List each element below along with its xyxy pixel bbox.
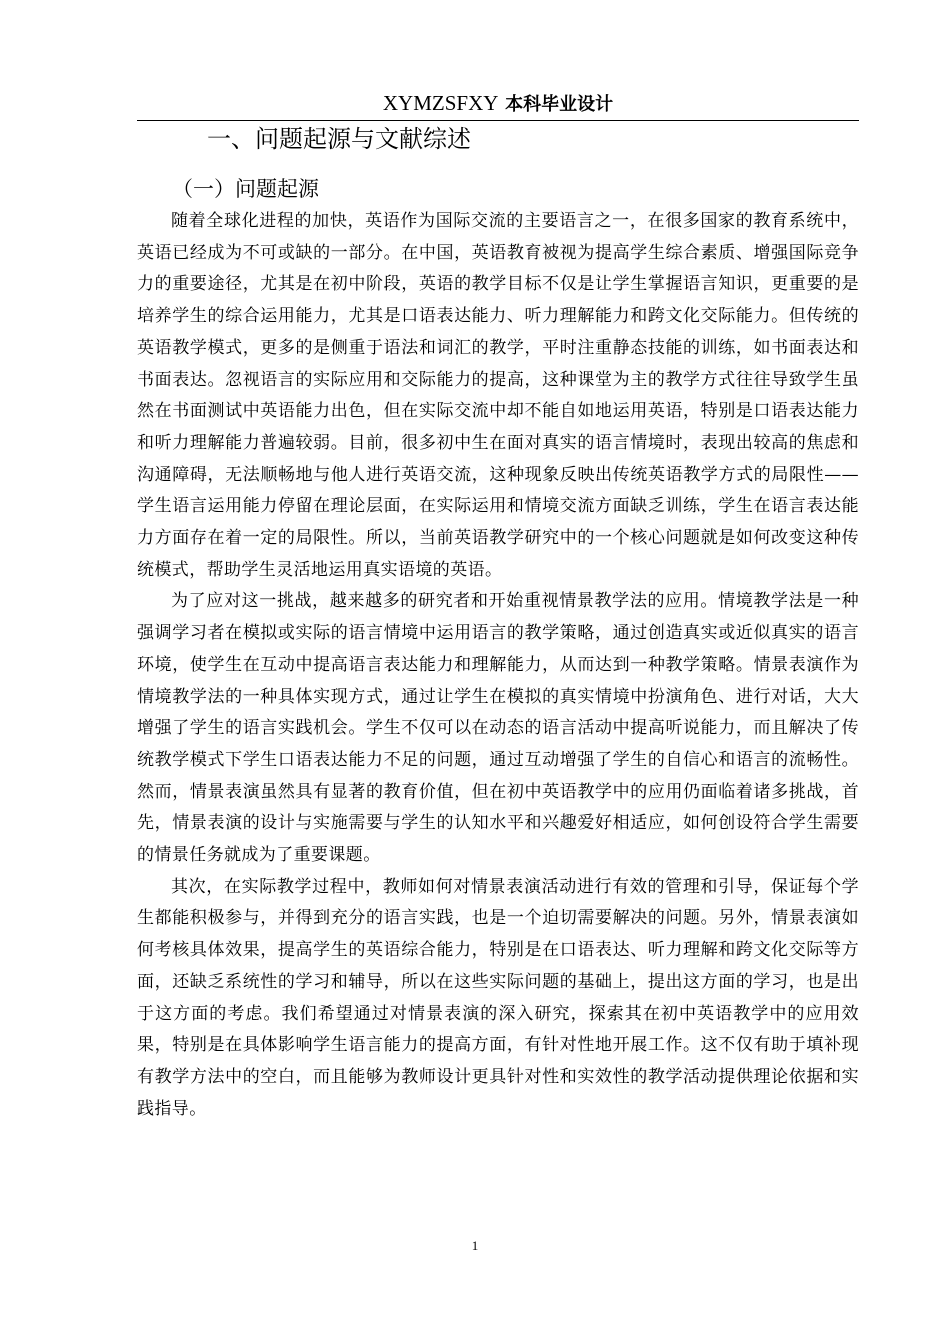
- body-text: [137, 206, 859, 1125]
- paragraph: 其次，在实际教学过程中，教师如何对情景表演活动进行有效的管理和引导，保证每个学生都能积极参与，并得到充分的语言实践，也是一个迫切需要解决的问题。另外，情景表演如何考核具体效果，提高学生的英语综合能力，特别是在口语表达、听力理解和跨文化交际等方面，还缺乏系统性的学习和辅导，所以在这些实际问题的基础上，提出这方面的学习，也是出于这方面的考虑。我们希望通过对情景表演的深入研究，探索其在初中英语教学中的应用效果，特别是在具体影响学生语言能力的提高方面，有针对性地开展工作。这不仅有助于填补现有教学方法中的空白，而且能够为教师设计更具针对性和实效性的教学活动提供理论依据和实践指导。: [137, 876, 859, 1119]
- header-code: XYMZSFXY: [382, 91, 499, 115]
- page-number: 1: [471, 1238, 479, 1253]
- subsection-title: （一）问题起源: [172, 177, 319, 201]
- header-label: 本科毕业设计: [505, 94, 614, 115]
- section-title: 一、问题起源与文献综述: [207, 125, 471, 153]
- paragraph: 随着全球化进程的加快，英语作为国际交流的主要语言之一，在很多国家的教育系统中，英语已经成为不可或缺的一部分。在中国，英语教育被视为提高学生综合素质、增强国际竞争力的重要途径，尤其是在初中阶段，英语的教学目标不仅是让学生掌握语言知识，更重要的是培养学生的综合运用能力，尤其是口语表达能力、听力理解能力和跨文化交际能力。但传统的英语教学模式，更多的是侧重于语法和词汇的教学，平时注重静态技能的训练，如书面表达和书面表达。忽视语言的实际应用和交际能力的提高，这种课堂为主的教学方式往往导致学生虽然在书面测试中英语能力出色，但在实际交流中却不能自如地运用英语，特别是口语表达能力和听力理解能力普遍较弱。目前，很多初中生在面对真实的语言情境时，表现出较高的焦虑和沟通障碍，无法顺畅地与他人进行英语交流，这种现象反映出传统英语教学方式的局限性——学生语言运用能力停留在理论层面，在实际运用和情境交流方面缺乏训练，学生在语言表达能力方面存在着一定的局限性。所以，当前英语教学研究中的一个核心问题就是如何改变这种传统模式，帮助学生灵活地运用真实语境的英语。: [137, 211, 859, 580]
- paragraph: 为了应对这一挑战，越来越多的研究者和开始重视情景教学法的应用。情境教学法是一种强调学习者在模拟或实际的语言情境中运用语言的教学策略，通过创造真实或近似真实的语言环境，使学生在互动中提高语言表达能力和理解能力，从而达到一种教学策略。情景表演作为情境教学法的一种具体实现方式，通过让学生在模拟的真实情境中扮演角色、进行对话，大大增强了学生的语言实践机会。学生不仅可以在动态的语言活动中提高听说能力，而且解决了传统教学模式下学生口语表达能力不足的问题，通过互动增强了学生的自信心和语言的流畅性。然而，情景表演虽然具有显著的教育价值，但在初中英语教学中的应用仍面临着诸多挑战，首先，情景表演的设计与实施需要与学生的认知水平和兴趣爱好相适应，如何创设符合学生需要的情景任务就成为了重要课题。: [137, 591, 859, 866]
- page-header: [137, 88, 859, 121]
